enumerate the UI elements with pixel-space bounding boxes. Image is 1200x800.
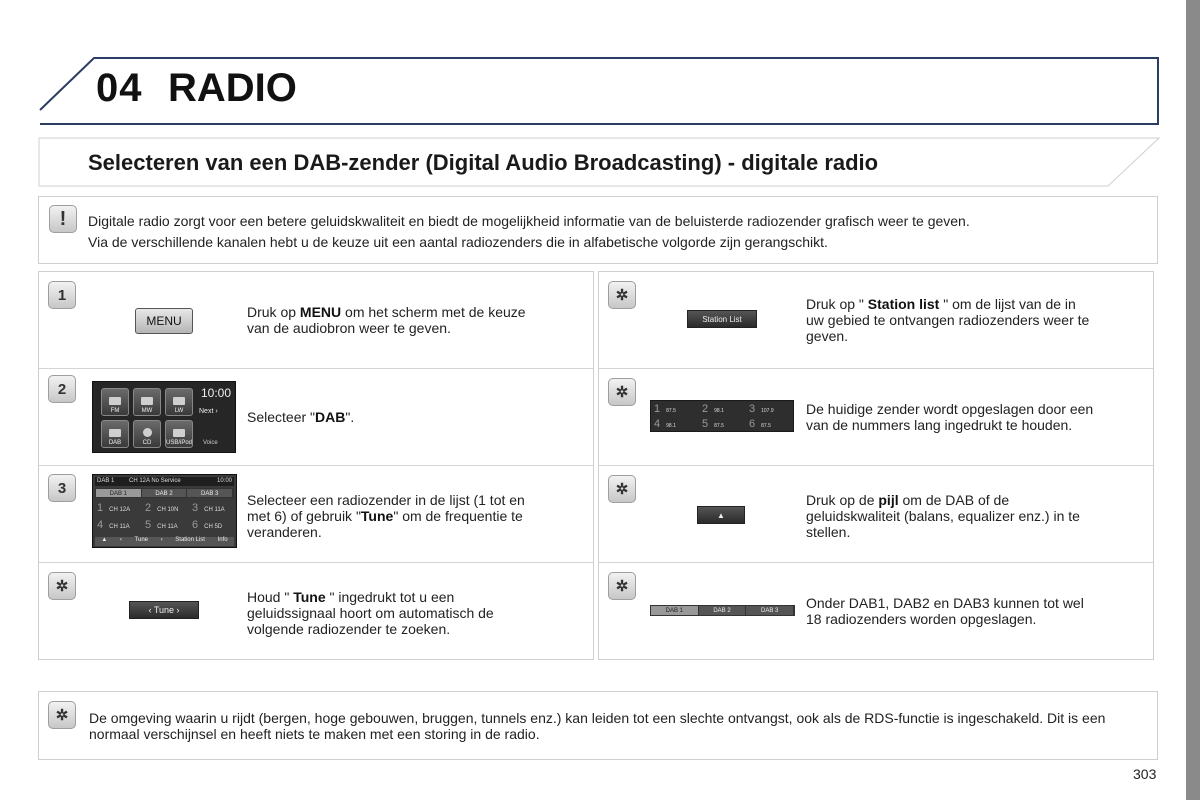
lightbulb-icon: ✲: [48, 701, 76, 729]
chapter-header: [38, 56, 1160, 128]
preset-button[interactable]: 6 87.5: [749, 418, 771, 430]
tip-hold-tune-text: Houd " Tune " ingedrukt tot u een geluidssignaal hoort om automatisch de volgende radiozender te zoeken.: [247, 589, 494, 637]
tip-arrow-text: Druk op de pijl om de DAB of de geluidskwaliteit (balans, equalizer enz.) in te stellen.: [806, 492, 1080, 540]
tip-station-list: [599, 272, 1153, 369]
menu-button[interactable]: MENU: [135, 308, 193, 334]
lightbulb-icon: ✲: [608, 475, 636, 503]
step-3: [39, 466, 593, 563]
step-2-text: Selecteer "DAB".: [247, 409, 355, 425]
tip-dab-banks-text: Onder DAB1, DAB2 en DAB3 kunnen tot wel 18 radiozenders worden opgeslagen.: [806, 595, 1084, 627]
screen-bottom-bar: [95, 537, 234, 546]
tab-dab-1[interactable]: DAB 1: [96, 489, 142, 497]
steps-column: [38, 271, 594, 660]
dab-station-screen: [92, 474, 237, 548]
lightbulb-icon: ✲: [48, 572, 76, 600]
lightbulb-icon: ✲: [608, 378, 636, 406]
exclamation-icon: !: [49, 205, 77, 233]
chapter-title: RADIO: [168, 66, 297, 110]
step-2: [39, 369, 593, 466]
preset-button[interactable]: 1 CH 12A: [97, 502, 131, 514]
preset-button[interactable]: 2 98.1: [702, 403, 724, 415]
radio-icon: [141, 397, 153, 405]
source-dab-button[interactable]: DAB: [101, 420, 129, 448]
disc-icon: [143, 428, 152, 437]
tip-store-preset-text: De huidige zender wordt opgeslagen door een van de nummers lang ingedrukt te houden.: [806, 401, 1094, 433]
dab-icon: [109, 429, 121, 437]
usb-icon: [173, 429, 185, 437]
preset-button[interactable]: 6 CH 5D: [192, 519, 223, 531]
tip-arrow: [599, 466, 1153, 563]
preset-button[interactable]: 3 107.9: [749, 403, 774, 415]
lightbulb-icon: ✲: [608, 572, 636, 600]
preset-button[interactable]: 5 CH 11A: [145, 519, 178, 531]
lightbulb-icon: ✲: [608, 281, 636, 309]
page-edge-bar: [1186, 0, 1200, 800]
tune-label: Tune: [134, 537, 148, 543]
dab-tabs: [650, 605, 795, 616]
preset-button[interactable]: 4 98.1: [654, 418, 676, 430]
preset-button[interactable]: 3 CH 11A: [192, 502, 225, 514]
preset-button[interactable]: 2 CH 10N: [145, 502, 179, 514]
tip-store-preset: [599, 369, 1153, 466]
arrow-up-button[interactable]: ▲: [697, 506, 745, 524]
tip-hold-tune: [39, 563, 593, 659]
preset-button[interactable]: 4 CH 11A: [97, 519, 130, 531]
tune-next-button[interactable]: ›: [160, 537, 163, 543]
preset-button[interactable]: 1 87.5: [654, 403, 676, 415]
screen-status-bar: DAB 1 CH 12A No Service 10:00: [97, 478, 232, 484]
source-mw-button[interactable]: MW: [133, 388, 161, 416]
step-1: [39, 272, 593, 369]
source-lw-button[interactable]: LW: [165, 388, 193, 416]
tab-dab-3[interactable]: DAB 3: [187, 489, 233, 497]
tune-button[interactable]: ‹ Tune ›: [129, 601, 199, 619]
tips-column: [598, 271, 1154, 660]
info-line-1: Digitale radio zorgt voor een betere geluidskwaliteit en biedt de mogelijkheid informatie van de beluisterde radiozender grafisch weer te geven.: [88, 213, 970, 229]
source-usb-button[interactable]: USB/iPod: [165, 420, 193, 448]
step-badge: 2: [48, 375, 76, 403]
info-button[interactable]: Info: [217, 537, 228, 543]
screen-time: 10:00: [201, 386, 232, 400]
step-1-text: Druk op MENU om het scherm met de keuze van de audiobron weer te geven.: [247, 304, 526, 336]
next-button[interactable]: Next ›: [199, 408, 218, 415]
station-list-button[interactable]: Station List: [687, 310, 757, 328]
radio-icon: [173, 397, 185, 405]
tab-dab-1[interactable]: DAB 1: [651, 606, 699, 615]
source-fm-button[interactable]: FM: [101, 388, 129, 416]
arrow-up-button[interactable]: ▲: [101, 537, 108, 543]
step-3-text: Selecteer een radiozender in de lijst (1 tot en met 6) of gebruik "Tune" om de frequentie te veranderen.: [247, 492, 525, 540]
tab-dab-2[interactable]: DAB 2: [142, 489, 188, 497]
station-list-button[interactable]: Station List: [175, 537, 205, 543]
page-number: 303: [1133, 766, 1157, 782]
info-box: [38, 196, 1158, 264]
info-line-2: Via de verschillende kanalen hebt u de keuze uit een aantal radiozenders die in alfabetische volgorde zijn gerangschikt.: [88, 234, 828, 250]
dab-tabs: [95, 488, 234, 498]
step-badge: 1: [48, 281, 76, 309]
preset-strip: [650, 400, 794, 432]
chapter-number: 04: [96, 66, 143, 110]
tab-dab-3[interactable]: DAB 3: [746, 606, 794, 615]
section-header: [38, 137, 1160, 187]
tip-station-list-text: Druk op " Station list " om de lijst van de in uw gebied te ontvangen radiozenders weer te geven.: [806, 296, 1090, 344]
preset-button[interactable]: 5 87.5: [702, 418, 724, 430]
section-title: Selecteren van een DAB-zender (Digital Audio Broadcasting) - digitale radio: [88, 150, 879, 175]
footer-tip: [38, 691, 1158, 760]
voice-button[interactable]: Voice: [203, 440, 218, 446]
tip-dab-banks: [599, 563, 1153, 659]
source-menu-screen: [92, 381, 236, 453]
footer-tip-text: De omgeving waarin u rijdt (bergen, hoge gebouwen, bruggen, tunnels enz.) kan leiden tot een slechte ontvangst, ook als de RDS-functie is ingeschakeld. Dit is een normaal verschijnsel en heeft niets te maken met een storing in de radio.: [89, 710, 1106, 742]
tab-dab-2[interactable]: DAB 2: [699, 606, 747, 615]
source-cd-button[interactable]: CD: [133, 420, 161, 448]
step-badge: 3: [48, 474, 76, 502]
tune-prev-button[interactable]: ‹: [119, 537, 122, 543]
radio-icon: [109, 397, 121, 405]
